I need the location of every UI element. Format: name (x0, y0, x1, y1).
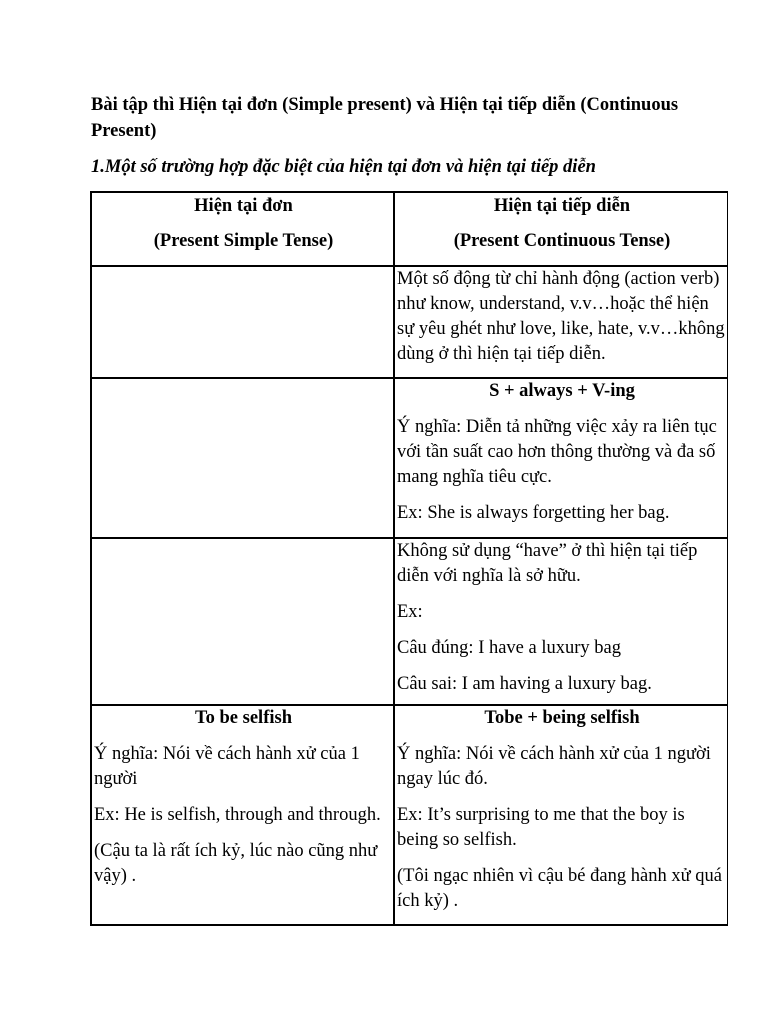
header-cell-present-simple (92, 193, 395, 267)
cell-meaning: Ý nghĩa: Diễn tả những việc xảy ra liên tục với tần suất cao hơn thông thường và đa số mang nghĩa tiêu cực. (397, 417, 717, 487)
table-cell (395, 267, 727, 379)
cell-example-label: Ex: (397, 602, 423, 622)
header-subtitle: (Present Simple Tense) (153, 231, 334, 251)
header-cell-present-continuous (395, 193, 727, 267)
section-heading: 1.Một số trường hợp đặc biệt của hiện tại đơn và hiện tại tiếp diễn (91, 157, 596, 177)
cell-text: Không sử dụng “have” ở thì hiện tại tiếp diễn với nghĩa là sở hữu. (397, 541, 698, 586)
table-row (92, 539, 727, 706)
cell-correct-sentence: Câu đúng: I have a luxury bag (397, 638, 621, 658)
table-cell (395, 539, 727, 706)
cell-heading: To be selfish (195, 708, 292, 728)
table-cell (395, 379, 727, 539)
table-cell-empty (92, 379, 395, 539)
table-row (92, 267, 727, 379)
cell-translation: (Cậu ta là rất ích kỷ, lúc nào cũng như vậy) . (94, 841, 378, 886)
table-header-row (92, 193, 727, 267)
cell-wrong-sentence: Câu sai: I am having a luxury bag. (397, 674, 652, 694)
cell-meaning: Ý nghĩa: Nói về cách hành xử của 1 người (94, 744, 360, 789)
cell-text: Một số động từ chỉ hành động (action verb) như know, understand, v.v…hoặc thể hiện sự yêu ghét như love, like, hate, v.v…không dùng ở thì hiện tại tiếp diễn. (397, 269, 725, 364)
cell-heading: Tobe + being selfish (484, 708, 640, 728)
cell-example: Ex: He is selfish, through and through. (94, 805, 381, 825)
cell-meaning: Ý nghĩa: Nói về cách hành xử của 1 người ngay lúc đó. (397, 744, 711, 789)
cell-example: Ex: She is always forgetting her bag. (397, 503, 670, 523)
comparison-table (90, 191, 728, 926)
cell-example: Ex: It’s surprising to me that the boy is being so selfish. (397, 805, 685, 850)
table-cell-empty (92, 539, 395, 706)
header-title: Hiện tại tiếp diễn (493, 196, 631, 216)
header-subtitle: (Present Continuous Tense) (453, 231, 671, 251)
table-cell (395, 706, 727, 924)
table-cell (92, 706, 395, 924)
table-cell-empty (92, 267, 395, 379)
table-row (92, 379, 727, 539)
document-title: Bài tập thì Hiện tại đơn (Simple present) và Hiện tại tiếp diễn (Continuous Present) (91, 95, 679, 141)
header-title: Hiện tại đơn (194, 196, 293, 216)
table-row (92, 706, 727, 924)
cell-translation: (Tôi ngạc nhiên vì cậu bé đang hành xử quá ích kỷ) . (397, 866, 722, 911)
cell-heading: S + always + V-ing (489, 381, 635, 401)
